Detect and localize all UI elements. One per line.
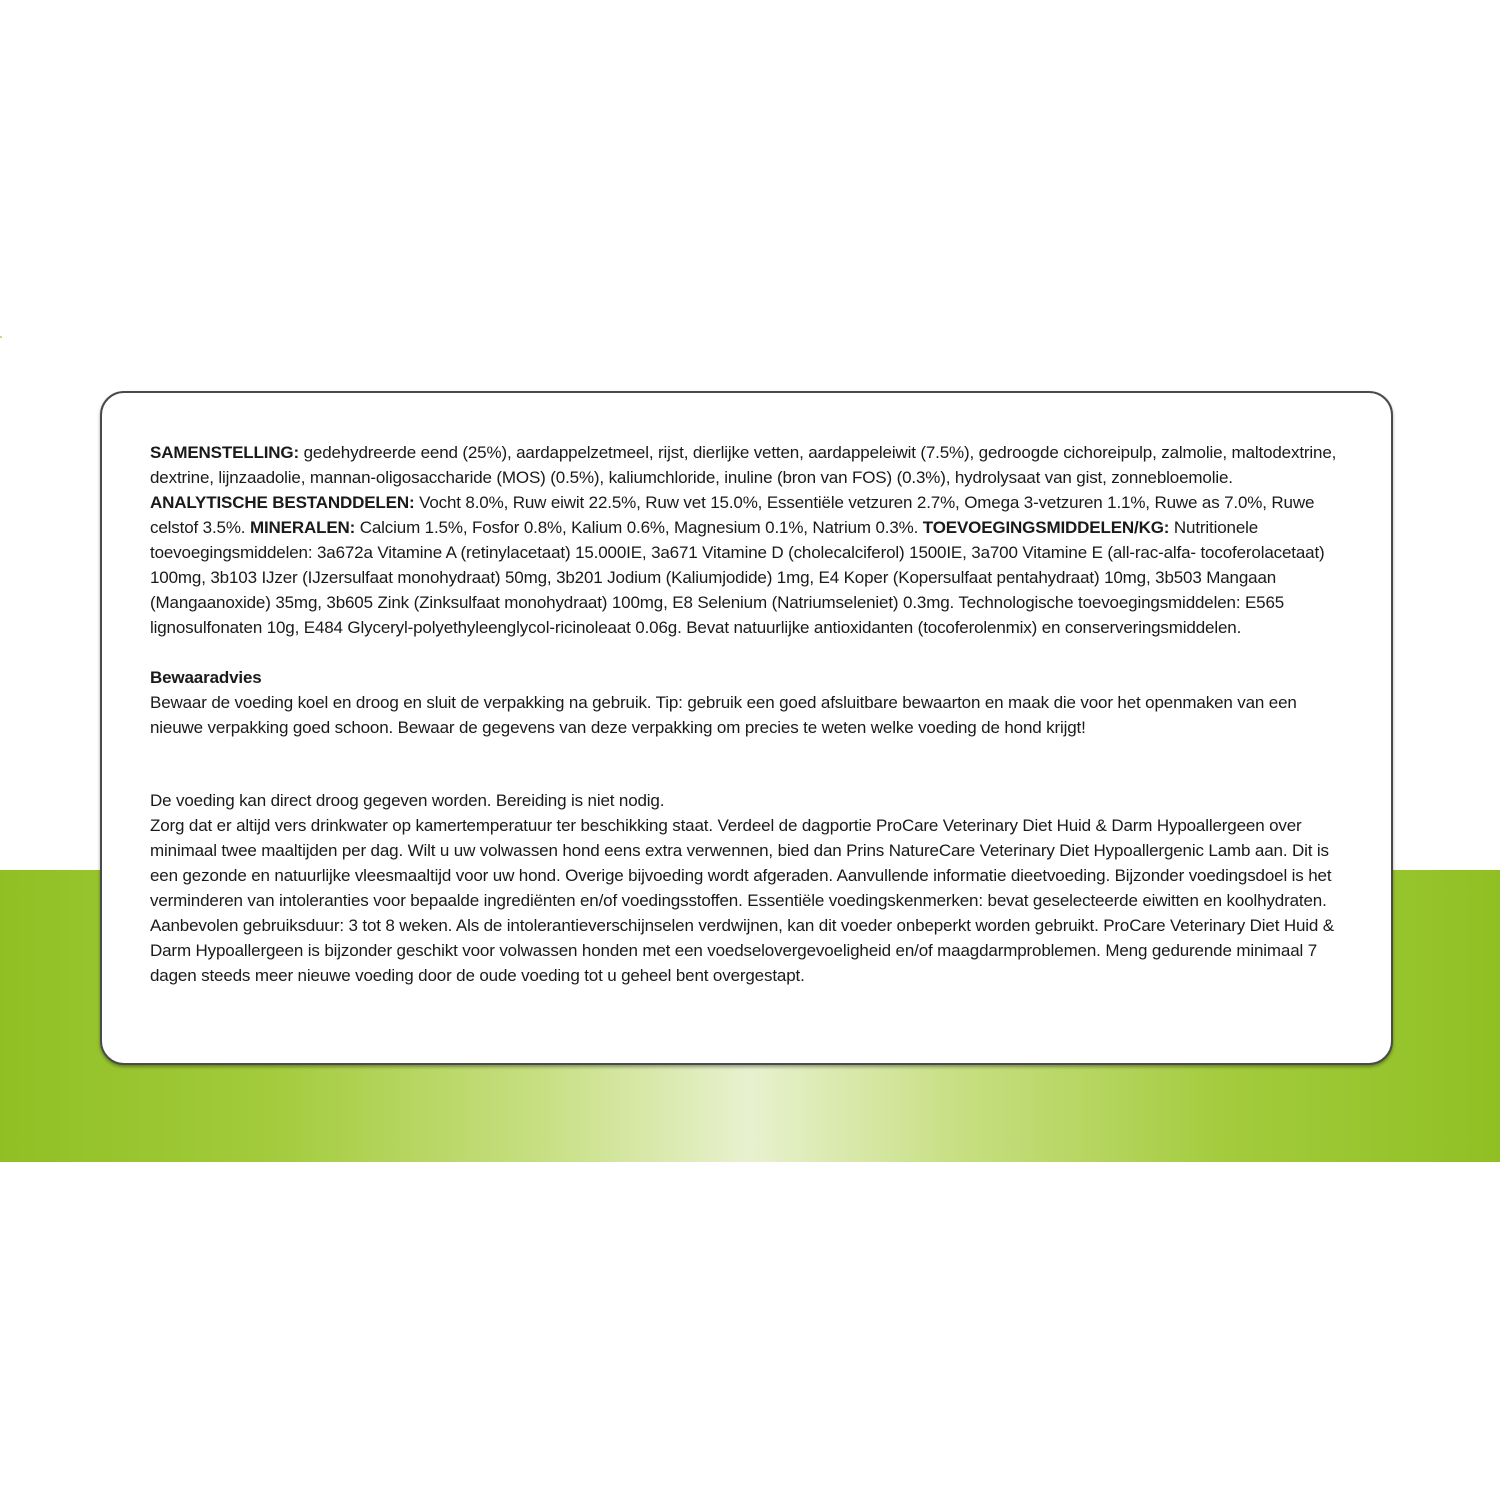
label-analytische-bestanddelen: ANALYTISCHE BESTANDDELEN:	[150, 493, 415, 512]
text-mineralen: Calcium 1.5%, Fosfor 0.8%, Kalium 0.6%, Magnesium 0.1%, Natrium 0.3%.	[355, 518, 923, 537]
decorative-dot	[0, 336, 2, 338]
label-mineralen: MINERALEN:	[249, 518, 356, 537]
label-toevoegingsmiddelen: TOEVOEGINGSMIDDELEN/KG:	[922, 518, 1170, 537]
storage-heading: Bewaaradvies	[150, 668, 262, 687]
text-samenstelling: gedehydreerde eend (25%), aardappelzetmeel, rijst, dierlijke vetten, aardappeleiwit (7.5%), gedroogde cichoreipulp, zalmolie, maltodextrine, dextrine, lijnzaadolie, mannan-oligosaccharide (MOS) (0.5%), kaliumchloride, inuline (bron van FOS) (0.3%), hydrolysaat van gist, zonnebloemolie.	[150, 443, 1337, 487]
spacer	[150, 640, 1351, 665]
feeding-intro-line: De voeding kan direct droog gegeven worden. Bereiding is niet nodig.	[150, 791, 665, 810]
info-card	[100, 391, 1393, 1065]
spacer	[150, 740, 1351, 788]
composition-paragraph	[150, 440, 1351, 640]
label-samenstelling: SAMENSTELLING:	[150, 443, 300, 462]
text-toevoegingsmiddelen: Nutritionele toevoegingsmiddelen: 3a672a Vitamine A (retinylacetaat) 15.000IE, 3a671 Vitamine D (cholecalciferol) 1500IE, 3a700 Vitamine E (all-rac-alfa- tocoferolacetaat) 100mg, 3b103 IJzer (IJzersulfaat monohydraat) 50mg, 3b201 Jodium (Kaliumjodide) 1mg, E4 Koper (Kopersulfaat pentahydraat) 10mg, 3b503 Mangaan (Mangaanoxide) 35mg, 3b605 Zink (Zinksulfaat monohydraat) 100mg, E8 Selenium (Natriumseleniet) 0.3mg. Technologische toevoegingsmiddelen: E565 lignosulfonaten 10g, E484 Glyceryl-polyethyleenglycol-ricinoleaat 0.06g. Bevat natuurlijke antioxidanten (tocoferolenmix) en conserveringsmiddelen.	[150, 518, 1325, 637]
feeding-paragraph: Zorg dat er altijd vers drinkwater op kamertemperatuur ter beschikking staat. Verdeel de dagportie ProCare Veterinary Diet Huid & Darm Hypoallergeen over minimaal twee maaltijden per dag. Wilt u uw volwassen hond eens extra verwennen, bied dan Prins NatureCare Veterinary Diet Hypoallergenic Lamb aan. Dit is een gezonde en natuurlijke vleesmaaltijd voor uw hond. Overige bijvoeding wordt afgeraden. Aanvullende informatie dieetvoeding. Bijzonder voedingsdoel is het verminderen van intoleranties voor bepaalde ingrediënten en/of voedingsstoffen. Essentiële voedingskenmerken: bevat geselecteerde eiwitten en koolhydraten. Aanbevolen gebruiksduur: 3 tot 8 weken. Als de intolerantieverschijnselen verdwijnen, kan dit voeder onbeperkt worden gebruikt. ProCare Veterinary Diet Huid & Darm Hypoallergeen is bijzonder geschikt voor volwassen honden met een voedselovergevoeligheid en/of maagdarmproblemen. Meng gedurende minimaal 7 dagen steeds meer nieuwe voeding door de oude voeding tot u geheel bent overgestapt.	[150, 816, 1334, 985]
storage-paragraph: Bewaar de voeding koel en droog en sluit de verpakking na gebruik. Tip: gebruik een goed afsluitbare bewaarton en maak die voor het openmaken van een nieuwe verpakking goed schoon. Bewaar de gegevens van deze verpakking om precies te weten welke voeding de hond krijgt!	[150, 693, 1297, 737]
text-analytische-bestanddelen: Vocht 8.0%, Ruw eiwit 22.5%, Ruw vet 15.0%, Essentiële vetzuren 2.7%, Omega 3-vetzuren 1.1%, Ruwe as 7.0%, Ruwe celstof 3.5%.	[150, 493, 1315, 537]
